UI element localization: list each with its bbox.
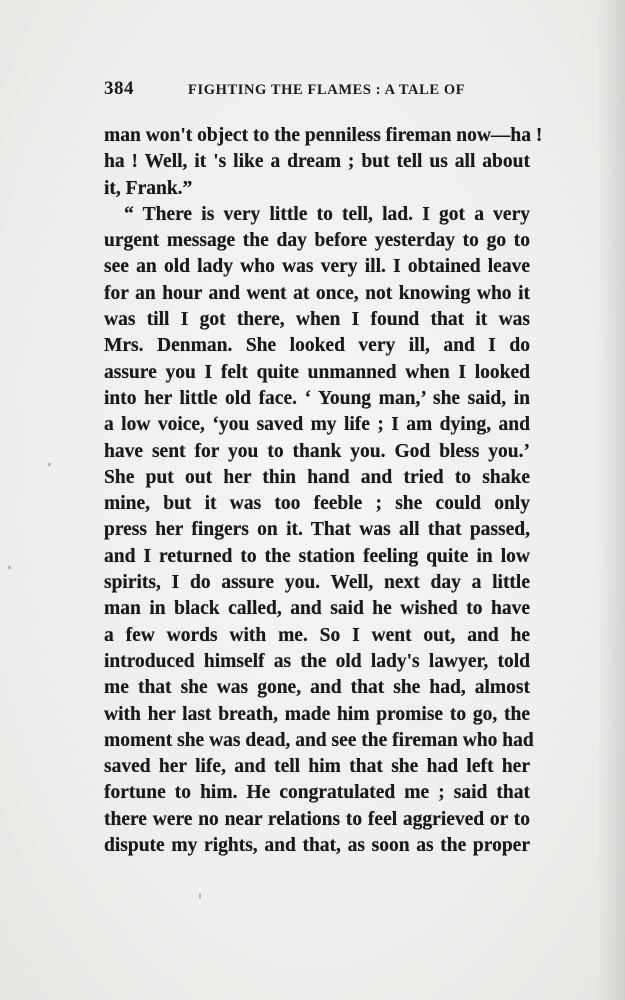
text-line: into her little old face. ‘ Young man,’ she said, in [104, 387, 530, 409]
text-line: a few words with me. So I went out, and he [104, 624, 530, 646]
page-number: 384 [104, 78, 134, 99]
paper-speck [8, 566, 11, 569]
text-line: press her fingers on it. That was all that passed, [104, 519, 530, 541]
text-line: have sent for you to thank you. God bless you.’ [104, 440, 530, 462]
text-line: it, Frank.” [104, 177, 193, 199]
text-line: with her last breath, made him promise to go, the [104, 703, 530, 725]
text-line: ha ! Well, it 's like a dream ; but tell us all about [104, 151, 530, 173]
text-line: man in black called, and said he wished to have [104, 598, 530, 620]
text-line: She put out her thin hand and tried to shake [104, 466, 530, 488]
text-line: a low voice, ‘you saved my life ; I am dying, and [104, 414, 530, 436]
page-edge-shadow [597, 0, 625, 1000]
text-line: saved her life, and tell him that she had left her [104, 756, 530, 778]
text-line: man won't object to the penniless fireman now—ha ! [104, 125, 543, 146]
text-line: dispute my rights, and that, as soon as the proper [104, 835, 530, 857]
text-line: me that she was gone, and that she had, almost [104, 677, 530, 699]
text-line: moment she was dead, and see the fireman who had [104, 729, 534, 751]
text-line: “ There is very little to tell, lad. I got a very [124, 203, 530, 225]
text-line: and I returned to the station feeling quite in low [104, 545, 530, 567]
paper-speck [48, 463, 51, 466]
text-line: there were no near relations to feel aggrieved or to [104, 808, 530, 830]
text-line: fortune to him. He congratulated me ; said that [104, 782, 530, 804]
paper-speck [199, 893, 201, 899]
text-line: mine, but it was too feeble ; she could only [104, 493, 530, 515]
text-line: assure you I felt quite unmanned when I looked [104, 361, 530, 383]
text-line: was till I got there, when I found that it was [104, 309, 530, 331]
text-line: urgent message the day before yesterday to go to [104, 230, 530, 252]
text-line: for an hour and went at once, not knowing who it [104, 282, 530, 304]
body-text [104, 123, 543, 859]
text-line: introduced himself as the old lady's lawyer, told [104, 650, 530, 672]
running-title: FIGHTING THE FLAMES : A TALE OF [188, 82, 466, 98]
running-head [104, 78, 476, 102]
text-line: Mrs. Denman. She looked very ill, and I do [104, 335, 530, 357]
text-line: see an old lady who was very ill. I obtained leave [104, 256, 530, 278]
text-line: spirits, I do assure you. Well, next day a little [104, 572, 530, 594]
